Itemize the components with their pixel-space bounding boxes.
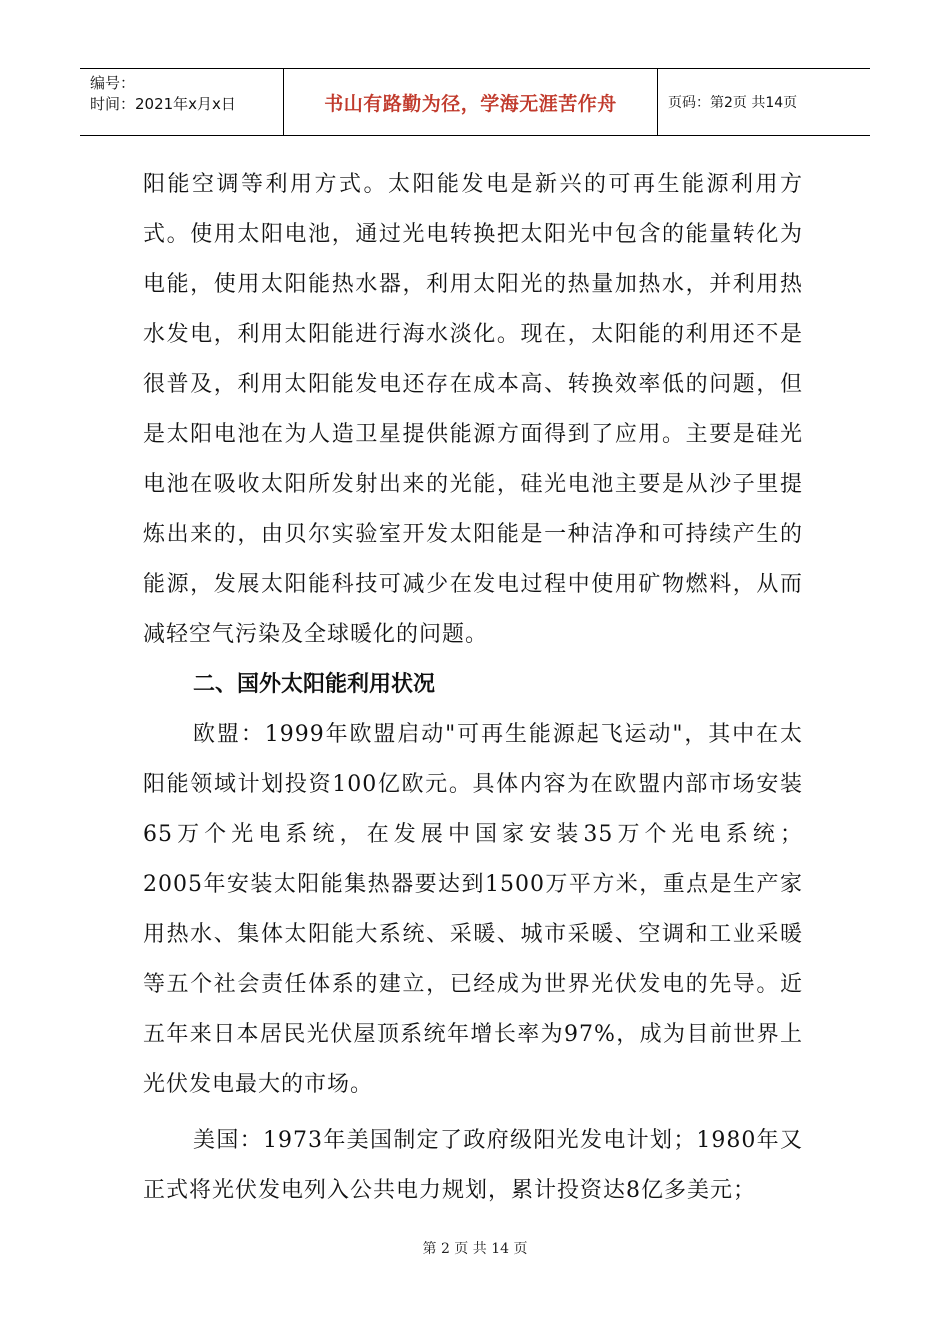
section-heading: 二、国外太阳能利用状况: [193, 672, 436, 697]
header-page-number: 页码：第2页 共14页: [668, 95, 798, 111]
paragraph-eu: 欧盟：1999年欧盟启动"可再生能源起飞运动"，其中在太阳能领域计划投资100亿欧元。具体内容为在欧盟内部市场安装65万个光电系统，在发展中国家安装35万个光电系统；: [143, 722, 803, 847]
paragraph-solar-overview: 阳能空调等利用方式。太阳能发电是新兴的可再生能源利用方式。使用太阳电池，通过光电转换把太阳光中包含的能量转化为电能，使用太阳能热水器，利用太阳光的热量加热水，并利用热水发电，利用太阳能进行海水淡化。现在，太阳能的利用还不是很普及，利用太阳能发电还存在成本高、转换效率低的问题，但是太阳电池在为人造卫星提供能源方面得到了应用。主要是硅光电池在吸收太阳所发射出来的光能，硅光电池主要是从沙子里提炼出来的，由贝尔实验室开发太阳能是一种洁净和可持续产生的能源，发展太阳能科技可减少在发电过程中使用矿物燃料，从而减轻空气污染及全球暖化的问题。: [143, 172, 803, 647]
document-date-label: 时间：2021年x月x日: [90, 95, 236, 113]
document-body: [143, 160, 803, 1216]
paragraph-usa: 美国：1973年美国制定了政府级阳光发电计划；1980年又正式将光伏发电列入公共电力规划，累计投资达8亿多美元；: [143, 1128, 803, 1203]
paragraph-2005-plan: 2005年安装太阳能集热器要达到1500万平方米，重点是生产家用热水、集体太阳能大系统、采暖、城市采暖、空调和工业采暖等五个社会责任体系的建立，已经成为世界光伏发电的先导。近五年来日本居民光伏屋顶系统年增长率为97%，成为目前世界上光伏发电最大的市场。: [143, 872, 803, 1097]
page-header: [80, 68, 870, 136]
header-motto: 书山有路勤为径，学海无涯苦作舟: [284, 69, 658, 135]
page-footer: 第 2 页 共 14 页: [422, 1241, 528, 1257]
header-meta: [80, 69, 284, 135]
document-number-label: 编号：: [90, 74, 136, 92]
